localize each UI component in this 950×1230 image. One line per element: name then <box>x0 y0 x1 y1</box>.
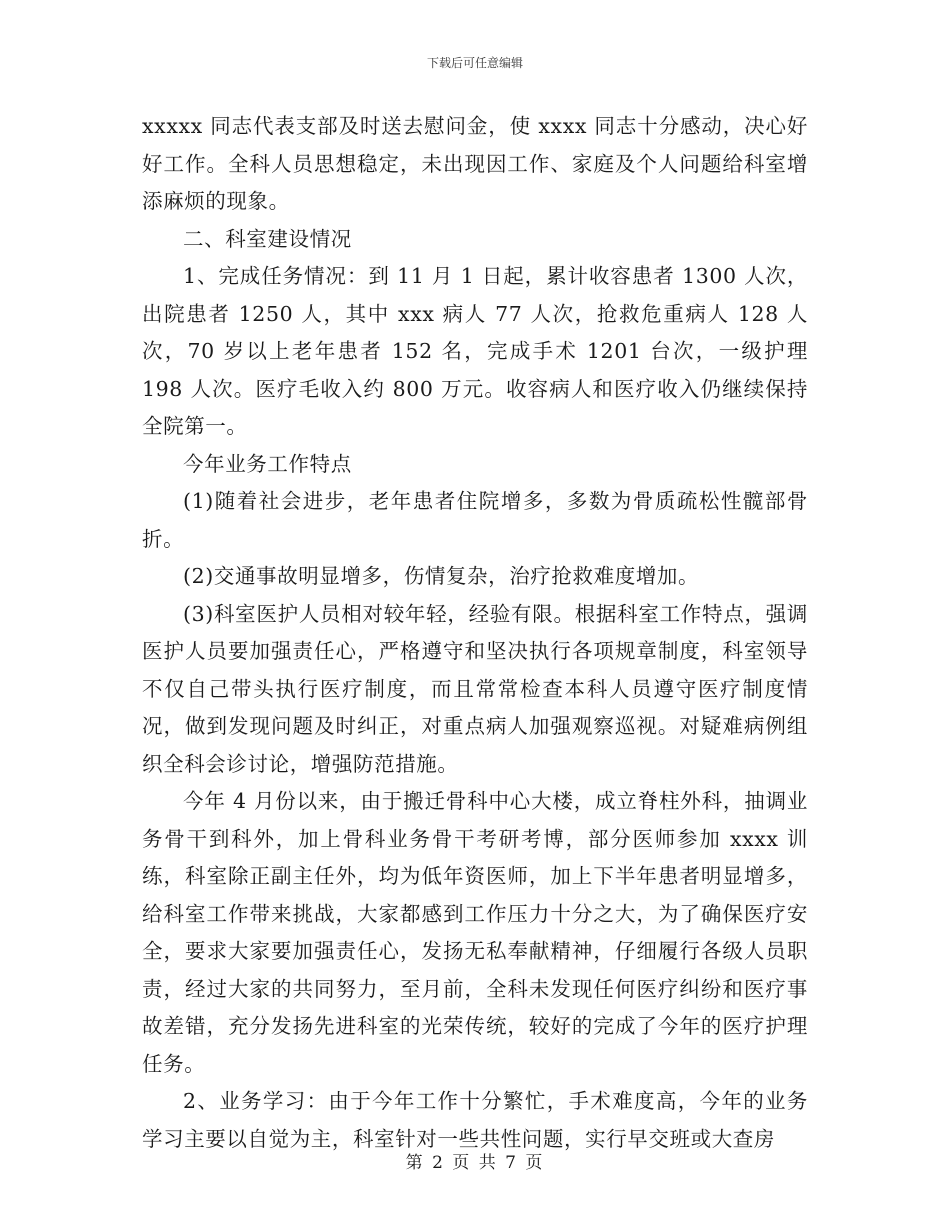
list-item: (3)科室医护人员相对较年轻，经验有限。根据科室工作特点，强调医护人员要加强责任心，严格遵守和坚决执行各项规章制度，科室领导不仅自己带头执行医疗制度，而且常常检查本科人员遵守医疗制度情况，做到发现问题及时纠正，对重点病人加强观察巡视。对疑难病例组织全科会诊讨论，增强防范措施。 <box>142 601 808 776</box>
list-item: (2)交通事故明显增多，伤情复杂，治疗抢救难度增加。 <box>183 564 700 588</box>
paragraph: 1、完成任务情况：到 11 月 1 日起，累计收容患者 1300 人次，出院患者 1250 人，其中 xxx 病人 77 人次，抢救危重病人 128 人次，70 岁以上老年患者 152 名，完成手术 1201 台次，一级护理 198 人次。医疗毛收入约 800 万元。收容病人和医疗收入仍继续保持全院第一。 <box>142 264 808 438</box>
page-header: 下载后可任意编辑 <box>426 56 523 70</box>
section-heading: 二、科室建设情况 <box>183 226 352 251</box>
subheading: 今年业务工作特点 <box>183 451 352 476</box>
paragraph: 今年 4 月份以来，由于搬迁骨科中心大楼，成立脊柱外科，抽调业务骨干到科外，加上骨科业务骨干考研考博，部分医师参加 xxxx 训练，科室除正副主任外，均为低年资医师，加上下半年患者明显增多，给科室工作带来挑战，大家都感到工作压力十分之大，为了确保医疗安全，要求大家要加强责任心，发扬无私奉献精神，仔细履行各级人员职责，经过大家的共同努力，至月前，全科未发现任何医疗纠纷和医疗事故差错，充分发扬先进科室的光荣传统，较好的完成了今年的医疗护理任务。 <box>142 789 808 1076</box>
page-footer: 第 2 页 共 7 页 <box>405 1153 545 1173</box>
paragraph: 2、业务学习：由于今年工作十分繁忙，手术难度高，今年的业务学习主要以自觉为主，科室针对一些共性问题，实行早交班或大查房 <box>142 1089 808 1151</box>
list-item: (1)随着社会进步，老年患者住院增多，多数为骨质疏松性髋部骨折。 <box>142 489 808 551</box>
document-body <box>142 108 808 1158</box>
paragraph: xxxxx 同志代表支部及时送去慰问金，使 xxxx 同志十分感动，决心好好工作。全科人员思想稳定，未出现因工作、家庭及个人问题给科室增添麻烦的现象。 <box>142 114 808 213</box>
